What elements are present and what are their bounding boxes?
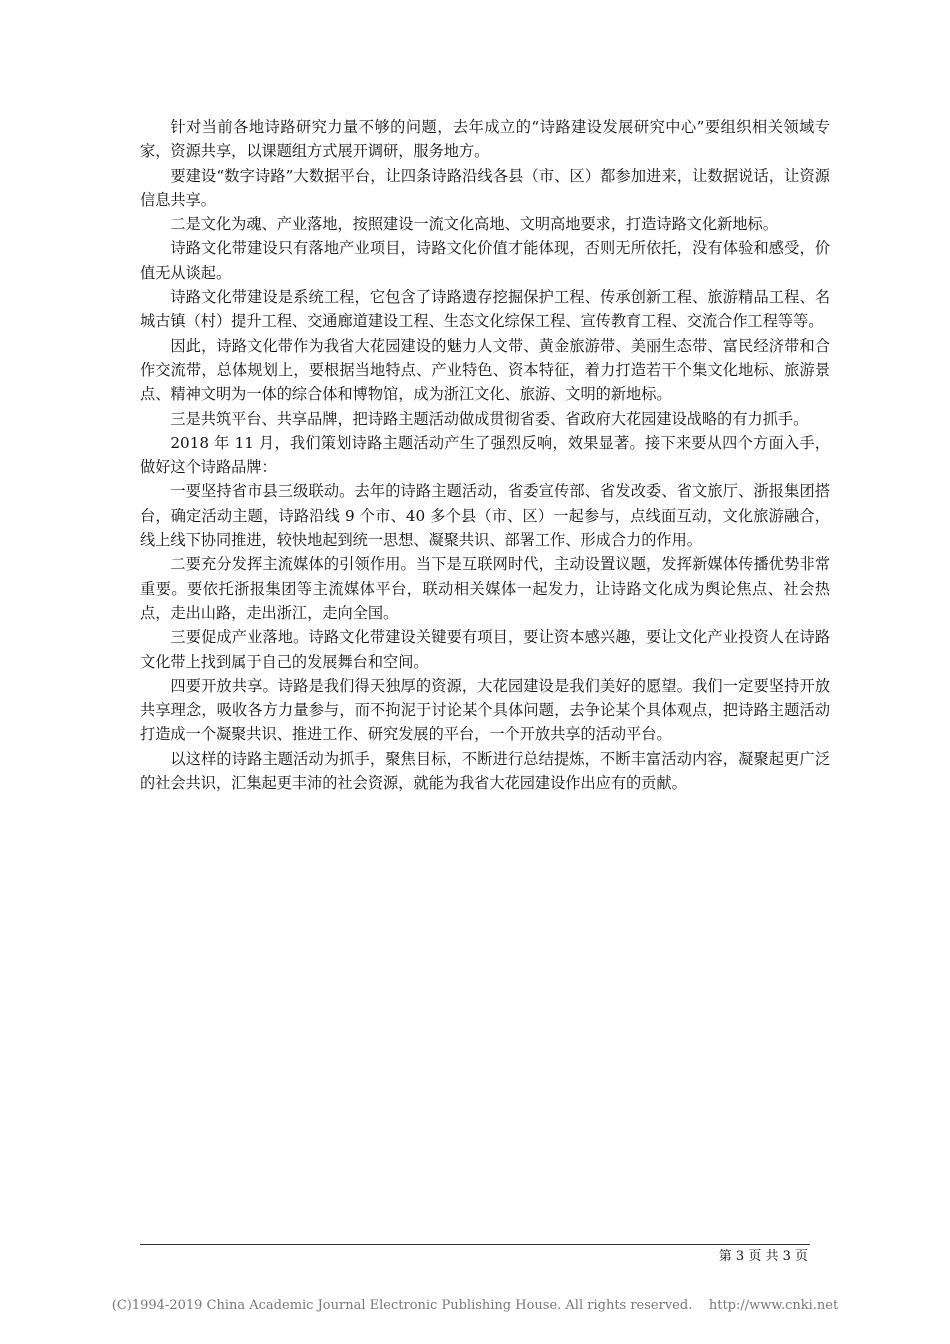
paragraph-8: 2018 年 11 月，我们策划诗路主题活动产生了强烈反响，效果显著。接下来要从四个方面入手，做好这个诗路品牌：	[140, 433, 830, 477]
paragraph-13: 以这样的诗路主题活动为抓手，聚焦目标，不断进行总结提炼，不断丰富活动内容，凝聚起更广泛的社会共识，汇集起更丰沛的社会资源，就能为我省大花园建设作出应有的贡献。	[140, 749, 830, 793]
paragraph-1: 针对当前各地诗路研究力量不够的问题，去年成立的“诗路建设发展研究中心”要组织相关领域专家，资源共享，以课题组方式展开调研，服务地方。	[140, 118, 830, 161]
footer-divider	[140, 1244, 810, 1245]
paragraph-5: 诗路文化带建设是系统工程，它包含了诗路遗存挖掘保护工程、传承创新工程、旅游精品工程、名城古镇（村）提升工程、交通廊道建设工程、生态文化综保工程、宣传教育工程、交流合作工程等等。	[140, 288, 830, 331]
paragraph-12: 四要开放共享。诗路是我们得天独厚的资源，大花园建设是我们美好的愿望。我们一定要坚持开放共享理念，吸收各方力量参与，而不拘泥于讨论某个具体问题，去争论某个具体观点，把诗路主题活动打造成一个凝聚共识、推进工作、研究发展的平台，一个开放共享的活动平台。	[140, 676, 830, 744]
paragraph-3: 二是文化为魂、产业落地，按照建设一流文化高地、文明高地要求，打造诗路文化新地标。	[170, 215, 778, 234]
paragraph-6: 因此，诗路文化带作为我省大花园建设的魅力人文带、黄金旅游带、美丽生态带、富民经济带和合作交流带，总体规划上，要根据当地特点、产业特色、资本特征，着力打造若干个集文化地标、旅游景点、精神文明为一体的综合体和博物馆，成为浙江文化、旅游、文明的新地标。	[140, 336, 830, 404]
article-body	[140, 115, 830, 795]
page-number: 第 3 页 共 3 页	[718, 1249, 808, 1264]
copyright-notice: (C)1994-2019 China Academic Journal Electronic Publishing House. All rights reserved. http://www.cnki.net	[111, 1298, 839, 1313]
paragraph-2: 要建设“数字诗路”大数据平台，让四条诗路沿线各县（市、区）都参加进来，让数据说话，让资源信息共享。	[140, 166, 830, 209]
paragraph-10: 二要充分发挥主流媒体的引领作用。当下是互联网时代，主动设置议题，发挥新媒体传播优势非常重要。要依托浙报集团等主流媒体平台，联动相关媒体一起发力，让诗路文化成为舆论焦点、社会热点，走出山路，走出浙江，走向全国。	[140, 555, 830, 622]
paragraph-11: 三要促成产业落地。诗路文化带建设关键要有项目，要让资本感兴趣，要让文化产业投资人在诗路文化带上找到属于自己的发展舞台和空间。	[140, 628, 830, 671]
paragraph-4: 诗路文化带建设只有落地产业项目，诗路文化价值才能体现，否则无所依托，没有体验和感受，价值无从谈起。	[140, 239, 830, 282]
paragraph-7: 三是共筑平台、共享品牌，把诗路主题活动做成贯彻省委、省政府大花园建设战略的有力抓手。	[170, 409, 809, 428]
paragraph-9: 一要坚持省市县三级联动。去年的诗路主题活动，省委宣传部、省发改委、省文旅厅、浙报集团搭台，确定活动主题，诗路沿线 9 个市、40 多个县（市、区）一起参与，点线面互动，文化旅游融合，线上线下协同推进，较快地起到统一思想、凝聚共识、部署工作、形成合力的作用。	[140, 482, 830, 550]
